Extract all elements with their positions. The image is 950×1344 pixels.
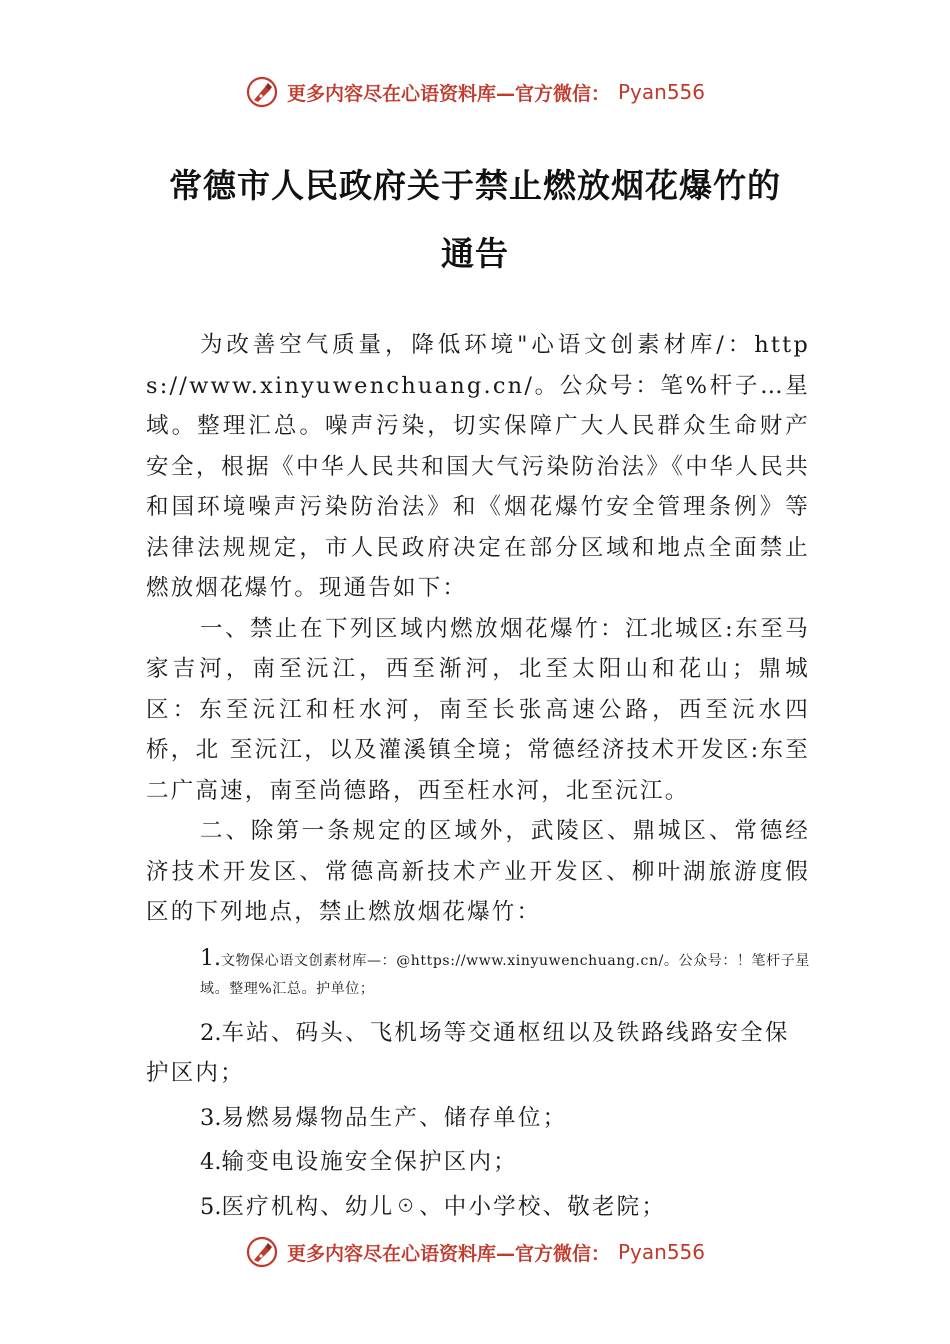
list-item-number: 2. bbox=[200, 1019, 222, 1046]
watermark-text: 更多内容尽在心语资料库—官方微信： bbox=[286, 1242, 610, 1265]
list-item-text: 文物保心语文创素材库—：@https://www.xinyuwenchuang.cn/。公众号：！笔杆子星域。整理%汇总。护单位； bbox=[200, 952, 810, 997]
list-item-3 bbox=[146, 1098, 810, 1139]
list-item-text: 车站、码头、飞机场等交通枢纽以及铁路线路安全保护区内； bbox=[146, 1019, 790, 1086]
list-item-1 bbox=[200, 945, 810, 1003]
watermark-handle: Pyan556 bbox=[618, 1240, 706, 1264]
watermark-banner-bottom bbox=[0, 1232, 950, 1272]
watermark-handle: Pyan556 bbox=[618, 80, 706, 104]
list-item-number: 3. bbox=[200, 1104, 222, 1131]
list-item-number: 5. bbox=[200, 1193, 222, 1220]
article-two-paragraph: 二、除第一条规定的区域外，武陵区、鼎城区、常德经济技术开发区、常德高新技术产业开发区、柳叶湖旅游度假区的下列地点，禁止燃放烟花爆竹： bbox=[146, 818, 810, 925]
list-item-number: 4. bbox=[200, 1149, 222, 1175]
document-title-line-1: 常德市人民政府关于禁止燃放烟花爆竹的 bbox=[169, 166, 781, 205]
pen-nib-logo-icon bbox=[245, 75, 279, 109]
pen-nib-logo-icon bbox=[245, 1235, 279, 1269]
list-item-2 bbox=[146, 1013, 810, 1094]
document-body bbox=[146, 325, 810, 1227]
list-item-text: 易燃易爆物品生产、储存单位； bbox=[221, 1104, 568, 1131]
intro-paragraph: 为改善空气质量，降低环境"心语文创素材库/：https://www.xinyuwenchuang.cn/。公众号：笔%杆子…星域。整理汇总。噪声污染，切实保障广大人民群众生命财产安全，根据《中华人民共和国大气污染防治法》《中华人民共和国环境噪声污染防治法》和《烟花爆竹安全管理条例》等法律法规规定，市人民政府决定在部分区域和地点全面禁止燃放烟花爆竹。现通告如下： bbox=[146, 332, 810, 601]
list-item-4 bbox=[146, 1142, 810, 1183]
article-one-paragraph: 一、禁止在下列区域内燃放烟花爆竹：江北城区:东至马家吉河，南至沅江，西至渐河，北至太阳山和花山；鼎城区：东至沅江和枉水河，南至长张高速公路，西至沅水四桥，北 至沅江，以及灌溪镇全境；常德经济技术开发区:东至二广高速，南至尚德路，西至枉水河，北至沅江。 bbox=[146, 615, 810, 804]
watermark-text: 更多内容尽在心语资料库—官方微信： bbox=[286, 82, 610, 105]
list-item-text: 输变电设施安全保护区内； bbox=[221, 1149, 518, 1175]
document-title-line-2: 通告 bbox=[441, 234, 509, 273]
list-item-5 bbox=[146, 1187, 810, 1228]
list-item-text: 医疗机构、幼儿☉、中小学校、敬老院； bbox=[221, 1193, 667, 1220]
list-item-number: 1. bbox=[200, 945, 221, 971]
watermark-banner-top bbox=[0, 72, 950, 112]
